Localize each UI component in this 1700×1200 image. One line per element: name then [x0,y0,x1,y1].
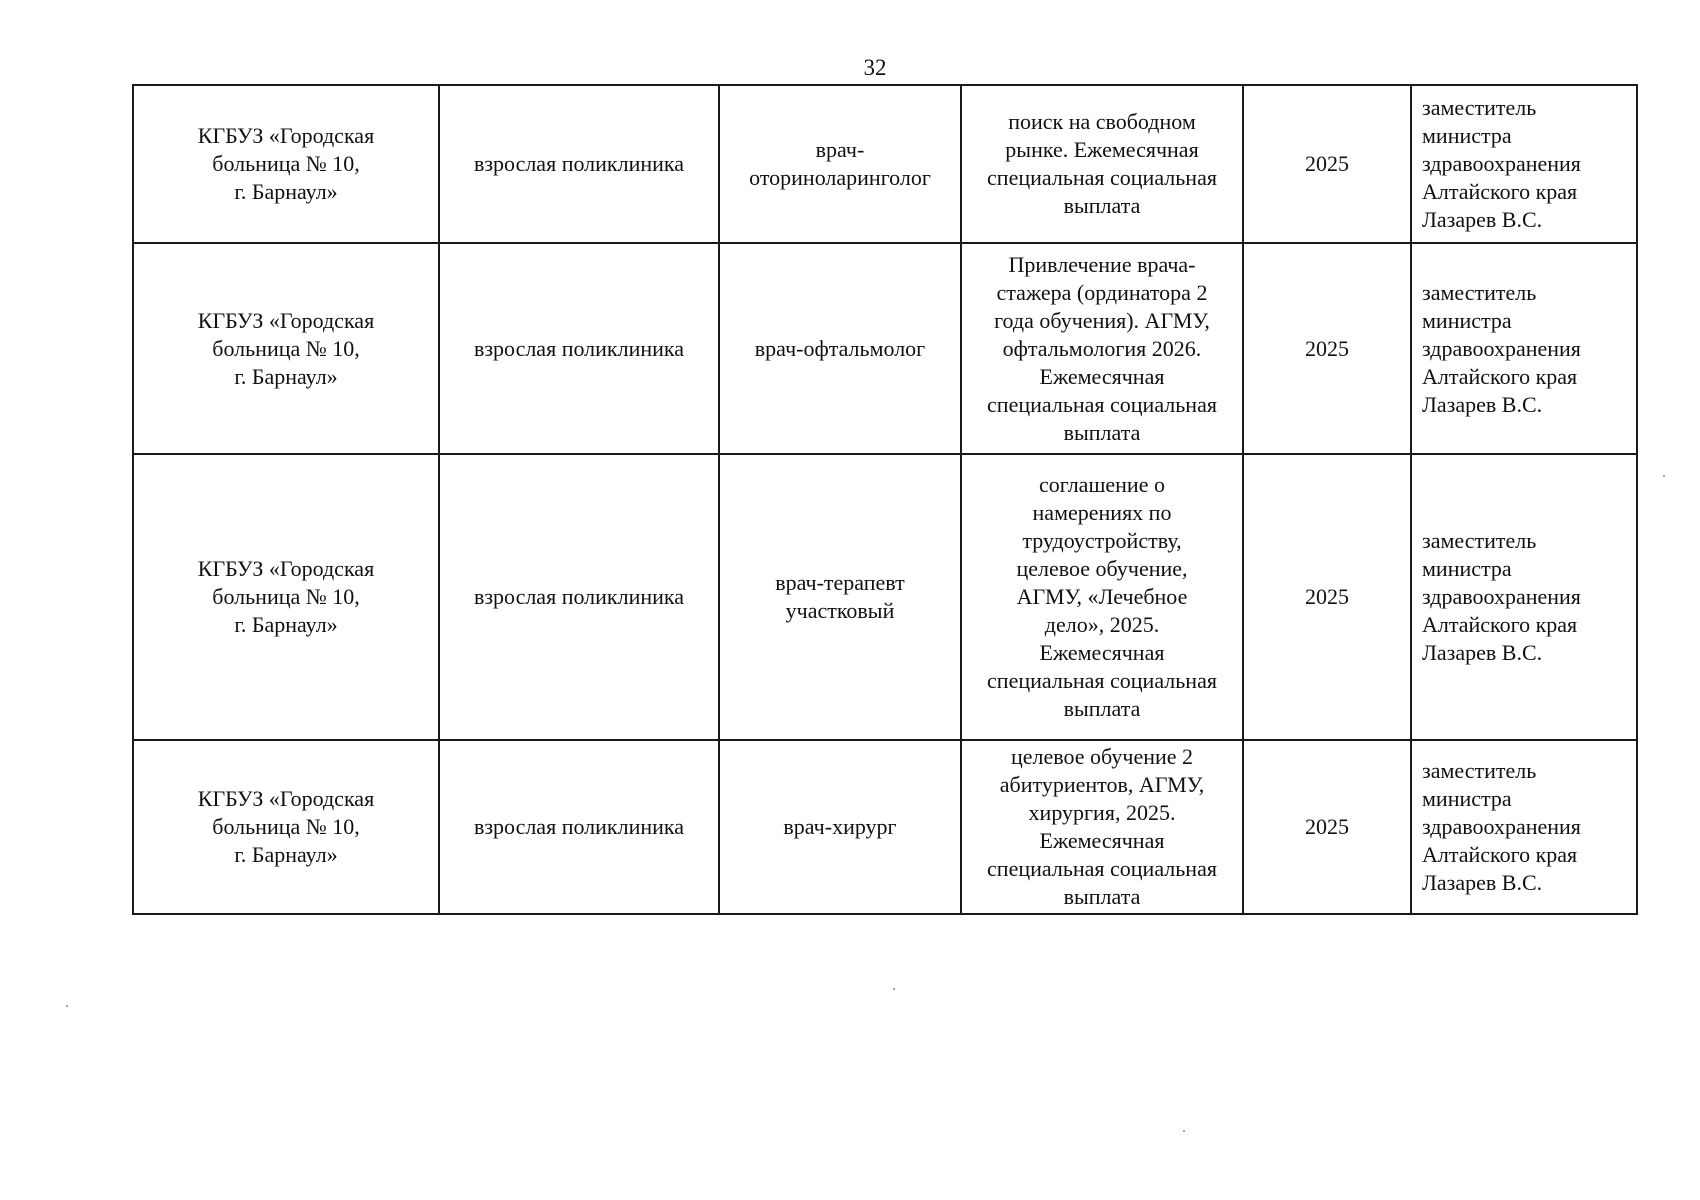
cell-measures [961,740,1243,914]
text-line: г. Барнаул» [234,612,338,637]
text-line: взрослая поликлиника [473,814,685,839]
cell-position [719,243,961,454]
text-line: 2025 [1305,584,1349,609]
text-line: врач- [815,137,865,162]
cell-measures [961,243,1243,454]
cell-responsible [1411,85,1637,243]
text-line: специальная социальная [987,165,1217,190]
cell-responsible [1411,454,1637,740]
scan-speck [66,1005,68,1007]
text-line: АГМУ, «Лечебное [1016,584,1188,609]
cell-position [719,85,961,243]
text-line: г. Барнаул» [234,842,338,867]
table-row [133,243,1637,454]
text-line: здравоохранения [1422,335,1581,361]
cell-year [1243,454,1411,740]
text-line: дело», 2025. [1044,612,1160,637]
text-line: КГБУЗ «Городская [197,786,375,811]
text-line: оториноларинголог [749,165,931,190]
measures-table [132,84,1638,915]
text-line: выплата [1063,193,1141,218]
cell-unit [439,740,719,914]
text-line: Алтайского края [1422,612,1578,637]
text-line: г. Барнаул» [234,363,338,389]
text-line: соглашение о [1039,472,1165,497]
text-line: г. Барнаул» [234,179,338,204]
text-line: 2025 [1305,151,1349,176]
text-line: заместитель [1422,95,1537,120]
text-line: Лазарев В.С. [1422,870,1543,895]
table-row [133,740,1637,914]
text-line: 2025 [1305,335,1349,361]
text-line: больница № 10, [212,335,360,361]
text-line: министра [1422,786,1512,811]
text-line: заместитель [1422,528,1537,553]
text-line: Лазарев В.С. [1422,391,1543,417]
text-line: выплата [1063,419,1141,445]
text-line: КГБУЗ «Городская [197,307,375,333]
cell-position [719,454,961,740]
text-line: специальная социальная [987,856,1217,881]
text-line: рынке. Ежемесячная [1005,137,1199,162]
text-line: трудоустройству, [1022,528,1182,553]
text-line: участковый [785,598,895,623]
text-line: целевое обучение, [1016,556,1188,581]
cell-measures [961,454,1243,740]
cell-unit [439,85,719,243]
text-line: КГБУЗ «Городская [197,123,375,148]
text-line: выплата [1063,696,1141,721]
text-line: офтальмология 2026. [1002,335,1202,361]
text-line: здравоохранения [1422,814,1581,839]
text-line: намерениях по [1032,500,1172,525]
cell-year [1243,243,1411,454]
cell-organization [133,740,439,914]
text-line: хирургия, 2025. [1028,800,1176,825]
text-line: выплата [1063,884,1141,909]
text-line: Лазарев В.С. [1422,640,1543,665]
text-line: Алтайского края [1422,363,1578,389]
text-line: заместитель [1422,758,1537,783]
table-row [133,85,1637,243]
text-line: врач-хирург [783,814,897,839]
text-line: здравоохранения [1422,584,1581,609]
table-row [133,454,1637,740]
text-line: Привлечение врача- [1008,251,1196,277]
text-line: взрослая поликлиника [473,335,685,361]
text-line: взрослая поликлиника [473,151,685,176]
text-line: врач-офтальмолог [754,335,926,361]
text-line: стажера (ординатора 2 [996,279,1208,305]
cell-responsible [1411,243,1637,454]
text-line: Алтайского края [1422,842,1578,867]
text-line: больница № 10, [212,814,360,839]
text-line: Ежемесячная [1039,640,1165,665]
text-line: здравоохранения [1422,151,1581,176]
text-line: министра [1422,307,1512,333]
text-line: взрослая поликлиника [473,584,685,609]
text-line: министра [1422,556,1512,581]
text-line: Ежемесячная [1039,828,1165,853]
text-line: заместитель [1422,279,1537,305]
text-line: Алтайского края [1422,179,1578,204]
cell-measures [961,85,1243,243]
text-line: министра [1422,123,1512,148]
scan-speck [893,988,895,990]
text-line: КГБУЗ «Городская [197,556,375,581]
cell-year [1243,85,1411,243]
text-line: больница № 10, [212,151,360,176]
cell-unit [439,454,719,740]
text-line: врач-терапевт [775,570,905,595]
cell-responsible [1411,740,1637,914]
cell-organization [133,454,439,740]
text-line: Ежемесячная [1039,363,1165,389]
text-line: специальная социальная [987,668,1217,693]
cell-position [719,740,961,914]
page-number: 32 [863,55,887,80]
text-line: Лазарев В.С. [1422,207,1543,232]
cell-year [1243,740,1411,914]
text-line: года обучения). АГМУ, [994,307,1210,333]
text-line: больница № 10, [212,584,360,609]
cell-organization [133,85,439,243]
cell-organization [133,243,439,454]
text-line: целевое обучение 2 [1010,744,1194,769]
cell-unit [439,243,719,454]
text-line: 2025 [1305,814,1349,839]
text-line: специальная социальная [987,391,1217,417]
text-line: поиск на свободном [1008,109,1196,134]
scan-speck [1183,1130,1185,1132]
text-line: абитуриентов, АГМУ, [999,772,1205,797]
scan-speck [1663,475,1665,477]
